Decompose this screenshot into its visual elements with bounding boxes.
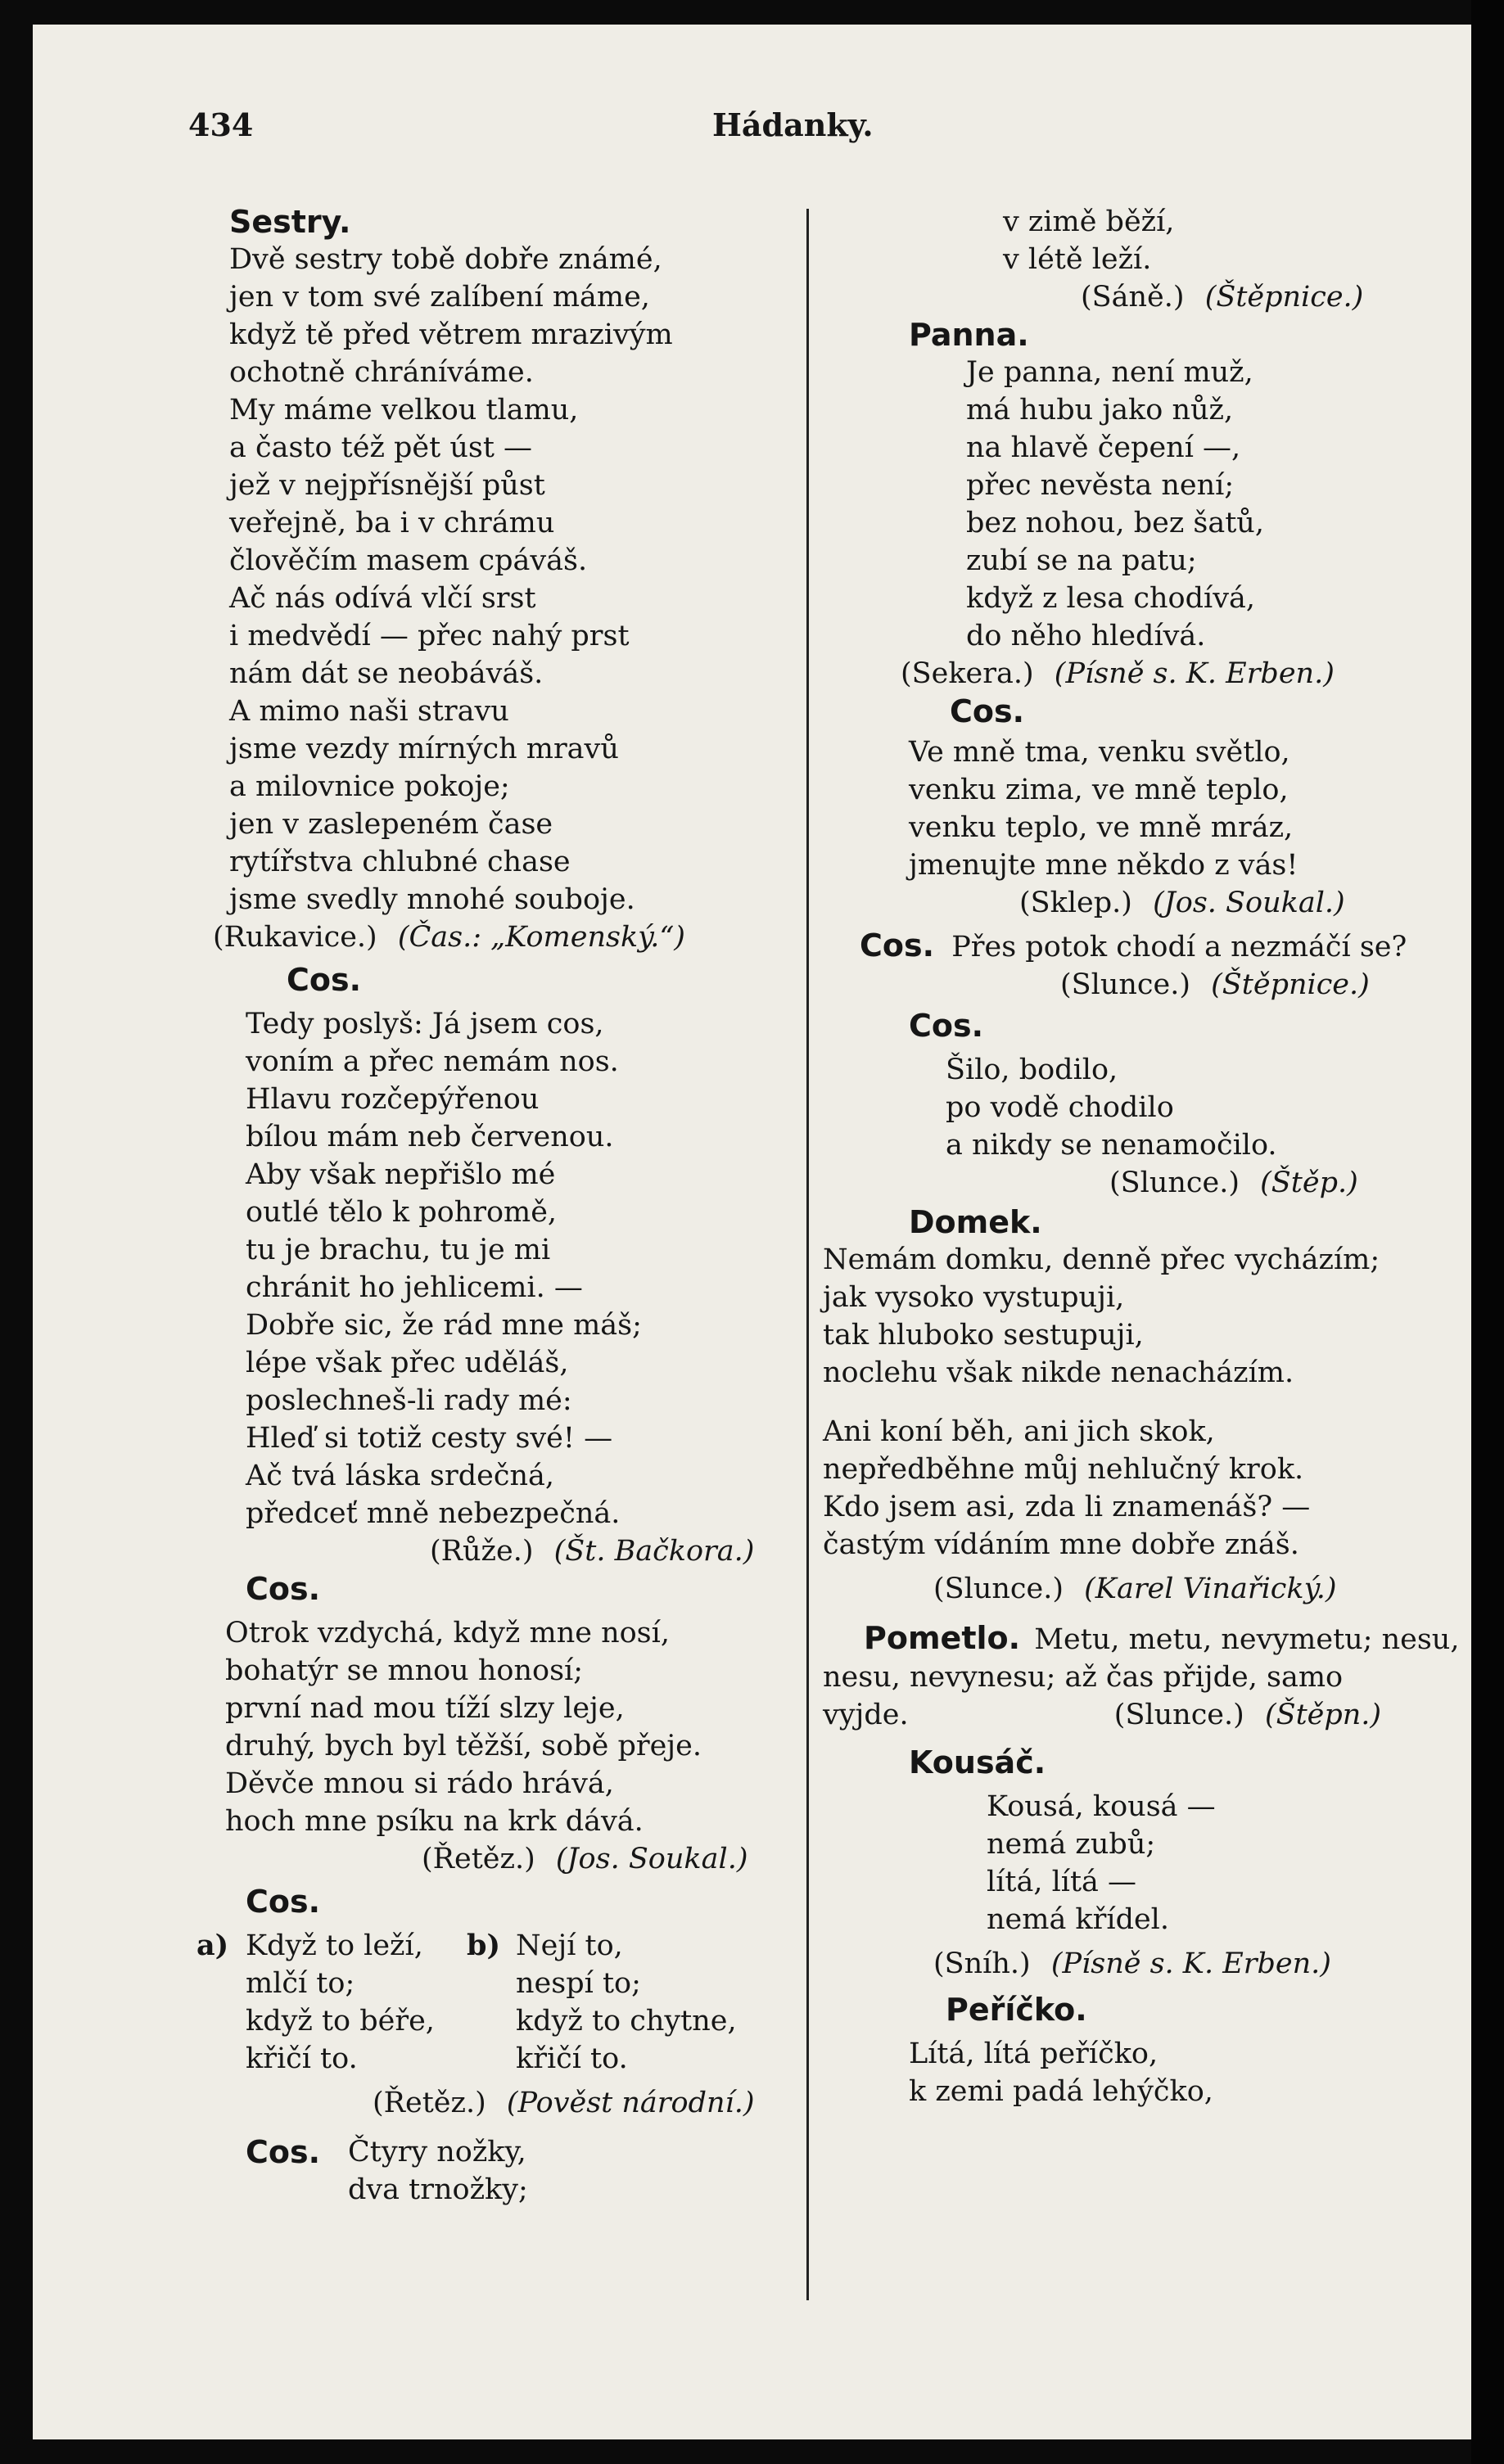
verse-line: Lítá, lítá peříčko, [909,2038,1158,2070]
source: (Karel Vinařický.) [1084,1573,1337,1605]
verse-line: v létě leží. [1003,243,1152,276]
verse-line: křičí to. [516,2042,628,2075]
attribution [1019,884,1441,922]
verse-line: častým vídáním mne dobře znáš. [823,1528,1299,1561]
riddle-text [909,2035,1441,2110]
riddle-text [909,733,1441,884]
verse-line: Šilo, bodilo, [946,1054,1118,1086]
verse-line: mlčí to; [246,1967,355,2000]
verse-line: a často též pět úst — [229,431,533,464]
answer: (Růže.) [430,1535,534,1568]
riddle-text [823,1413,1441,1564]
riddle-text [966,354,1441,655]
verse-line: i medvědí — přec nahý prst [229,620,630,652]
verse-line: Dvě sestry tobě dobře známé, [229,243,662,276]
riddle-heading: Kousáč. [909,1744,1046,1780]
verse-line: když to chytne, [516,2005,737,2038]
riddle [864,1619,1460,1658]
source: (Jos. Soukal.) [555,1843,748,1875]
verse-line: člověčím masem cpáváš. [229,544,588,577]
verse-line: druhý, bych byl těžší, sobě přeje. [225,1730,702,1762]
right-column [811,203,1460,2110]
answer: (Sníh.) [933,1947,1031,1980]
answer: (Sekera.) [901,657,1034,690]
riddle-heading: Cos. [246,1884,321,1920]
verse-line: bílou mám neb červenou. [246,1121,614,1153]
verse-line: Otrok vzdychá, když mne nosí, [225,1617,670,1649]
riddle-text [823,1241,1441,1392]
verse-line: po vodě chodilo [946,1091,1174,1124]
riddle [860,927,1441,966]
answer: (Slunce.) [933,1573,1064,1605]
verse-line: Nejí to, [516,1929,623,1962]
attribution [933,1945,1441,1983]
verse-line: Kousá, kousá — [987,1790,1216,1823]
answer: (Slunce.) [1060,968,1191,1001]
verse-line: Ve mně tma, venku světlo, [909,736,1290,769]
attribution [933,1570,1441,1608]
verse-line: My máme velkou tlamu, [229,394,579,426]
verse-line: Tedy poslyš: Já jsem cos, [246,1008,604,1040]
verse-line: jmenujte mne někdo z vás! [909,849,1298,882]
riddle-heading: Cos. [860,927,935,963]
verse-line: a nikdy se nenamočilo. [946,1129,1277,1162]
verse-line: jsme svedly mnohé souboje. [229,883,635,916]
source: (Jos. Soukal.) [1153,887,1345,919]
verse-line: venku teplo, ve mně mráz, [909,811,1294,844]
riddle-continuation [1003,203,1441,278]
verse-line: jak vysoko vystupuji, [823,1281,1125,1314]
verse-line: má hubu jako nůž, [966,394,1234,426]
verse-line: nemá zubů; [987,1828,1156,1861]
column-rule [806,209,809,2300]
verse-line: dva trnožky; [348,2173,528,2206]
verse-line: voním a přec nemám nos. [246,1045,619,1078]
verse-line: Ač nás odívá vlčí srst [229,582,536,615]
riddle-text [987,1788,1441,1938]
source: (Štěpnice.) [1211,968,1370,1001]
verse-line: hoch mne psíku na krk dává. [225,1805,644,1838]
riddle-part-b [467,1927,737,2078]
verse-line: když tě před větrem mrazivým [229,318,673,351]
verse-line: jen v tom své zalíbení máme, [229,281,650,314]
verse-line: jen v zaslepeném čase [229,808,553,841]
verse-line: Aby však nepřišlo mé [246,1158,556,1191]
verse-line: ochotně chráníváme. [229,356,534,389]
verse-line: v zimě běží, [1003,205,1175,238]
verse-line: tak hluboko sestupuji, [823,1319,1144,1352]
source: (Štěpnice.) [1204,281,1364,314]
attribution [1081,278,1441,316]
riddle [246,2133,786,2209]
answer: (Sklep.) [1019,887,1132,919]
verse-line: nesu, nevynesu; až čas přijde, samo [823,1661,1344,1694]
riddle-end [823,1696,1441,1734]
verse-line: k zemi padá lehýčko, [909,2075,1213,2108]
answer: (Řetěz.) [422,1843,535,1875]
attribution [1109,1164,1441,1202]
verse-line: Když to leží, [246,1929,423,1962]
verse-line: rytířstva chlubné chase [229,846,571,878]
verse-line: jež v nejpřísnější půst [229,469,545,502]
verse-line: Nemám domku, denně přec vycházím; [823,1243,1380,1276]
verse-line: lítá, lítá — [987,1866,1137,1898]
riddle-text [946,1051,1441,1164]
verse-line: přec nevěsta není; [966,469,1235,502]
riddle-text [348,2133,528,2209]
attribution [1060,966,1441,1004]
page-number: 434 [188,106,254,143]
left-column [196,203,786,2209]
verse-line: když to béře, [246,2005,435,2038]
book-page [33,25,1471,2439]
verse-line: předceť mně nebezpečná. [246,1497,621,1530]
verse-line: tu je brachu, tu je mi [246,1234,551,1266]
verse-line: outlé tělo k pohromě, [246,1196,558,1229]
riddle-heading: Domek. [909,1204,1042,1240]
riddle-text [225,1614,786,1840]
verse-line: noclehu však nikde nenacházím. [823,1356,1294,1389]
verse-line: bez nohou, bez šatů, [966,507,1264,539]
answer: (Řetěz.) [373,2087,486,2119]
verse-line: Hlavu rozčepýřenou [246,1083,540,1116]
source: (Št. Bačkora.) [553,1535,755,1568]
verse-line: křičí to. [246,2042,358,2075]
source: (Štěp.) [1260,1167,1358,1199]
answer: (Slunce.) [1113,1699,1244,1731]
verse-line: poslechneš-li rady mé: [246,1384,572,1417]
verse-line: Ač tvá láska srdečná, [246,1460,555,1492]
two-part-riddle [196,1927,786,2078]
answer: (Sáně.) [1081,281,1185,314]
verse-line: když z lesa chodívá, [966,582,1255,615]
verse-line: a milovnice pokoje; [229,770,510,803]
verse-line: Kdo jsem asi, zda li znamenáš? — [823,1491,1311,1523]
source: (Čas.: „Komenský.“) [397,921,685,954]
verse-line: chránit ho jehlicemi. — [246,1271,583,1304]
source: (Písně s. K. Erben.) [1054,657,1335,690]
riddle-heading: Sestry. [229,204,351,240]
attribution [901,655,1441,693]
verse-line: Čtyry nožky, [348,2136,526,2168]
verse-line: do něho hledívá. [966,620,1206,652]
riddle-text [246,1005,786,1532]
verse-line: vyjde. [823,1699,909,1731]
verse-line: Je panna, není muž, [966,356,1253,389]
attribution [422,1840,786,1878]
verse-line: nespí to; [516,1967,641,2000]
verse-line: Hleď si totiž cesty své! — [246,1422,613,1455]
running-head: Hádanky. [712,106,874,143]
verse-line: nám dát se neobáváš. [229,657,544,690]
attribution [430,1532,786,1570]
riddle-heading: Cos. [909,1008,984,1044]
riddle-part-a [196,1927,467,2078]
verse-line: Dobře sic, že rád mne máš; [246,1309,642,1342]
answer: (Slunce.) [1109,1167,1240,1199]
source: (Pověst národní.) [506,2087,755,2119]
riddle-text [229,241,786,918]
source: (Písně s. K. Erben.) [1050,1947,1331,1980]
verse-line: nepředběhne můj nehlučný krok. [823,1453,1304,1486]
verse-line: A mimo naši stravu [229,695,509,728]
attribution [373,2084,786,2122]
verse-line: Ani koní běh, ani jich skok, [823,1415,1215,1448]
verse-line: veřejně, ba i v chrámu [229,507,555,539]
riddle-heading: Panna. [909,317,1029,353]
answer: (Rukavice.) [213,921,377,954]
verse-line: první nad mou tíží slzy leje, [225,1692,625,1725]
part-label: b) [467,1929,501,1962]
riddle-heading: Pometlo. [864,1620,1021,1656]
riddle-text: Přes potok chodí a nezmáčí se? [951,931,1407,963]
riddle-heading: Cos. [246,1571,321,1607]
riddle-heading: Cos. [950,693,1025,729]
verse-line: na hlavě čepení —, [966,431,1241,464]
verse-line: Děvče mnou si rádo hrává, [225,1767,614,1800]
scan-border [1471,0,1504,2464]
verse-line: zubí se na patu; [966,544,1197,577]
riddle-heading: Peříčko. [946,1992,1087,2028]
attribution [213,918,786,956]
verse-line: jsme vezdy mírných mravů [229,733,619,765]
source: (Štěpn.) [1264,1699,1382,1731]
verse-line: bohatýr se mnou honosí; [225,1654,584,1687]
verse-line: venku zima, ve mně teplo, [909,774,1289,806]
verse-line: lépe však přec uděláš, [246,1347,569,1379]
riddle-heading: Cos. [246,2134,321,2170]
verse-line: nemá křídel. [987,1903,1170,1936]
part-label: a) [196,1929,229,1962]
riddle-heading: Cos. [287,962,362,998]
verse-line: Metu, metu, nevymetu; nesu, [1034,1623,1460,1656]
